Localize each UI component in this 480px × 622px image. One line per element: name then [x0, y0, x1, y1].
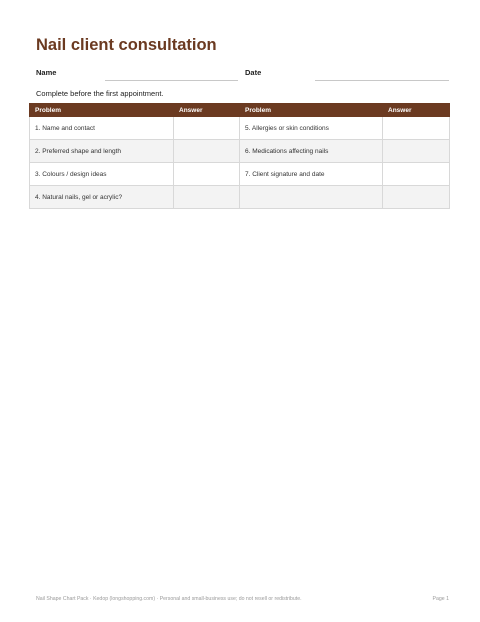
problem-cell — [240, 186, 383, 209]
name-label: Name — [36, 68, 57, 77]
header-answer-2: Answer — [383, 104, 450, 117]
problem-cell: 3. Colours / design ideas — [30, 163, 174, 186]
name-line[interactable] — [105, 80, 238, 81]
answer-cell[interactable] — [383, 186, 450, 209]
consultation-table — [29, 103, 450, 209]
answer-cell[interactable] — [383, 140, 450, 163]
table-row — [30, 186, 450, 209]
instructions-text: Complete before the first appointment. — [36, 89, 164, 98]
problem-cell: 1. Name and contact — [30, 117, 174, 140]
date-line[interactable] — [315, 80, 449, 81]
problem-cell: 6. Medications affecting nails — [240, 140, 383, 163]
problem-cell: 7. Client signature and date — [240, 163, 383, 186]
header-problem-2: Problem — [240, 104, 383, 117]
header-problem-1: Problem — [30, 104, 174, 117]
answer-cell[interactable] — [174, 140, 240, 163]
table-row — [30, 140, 450, 163]
header-answer-1: Answer — [174, 104, 240, 117]
table-row — [30, 163, 450, 186]
page-title: Nail client consultation — [36, 36, 217, 54]
answer-cell[interactable] — [174, 186, 240, 209]
problem-cell: 5. Allergies or skin conditions — [240, 117, 383, 140]
answer-cell[interactable] — [174, 117, 240, 140]
date-label: Date — [245, 68, 262, 77]
table-row — [30, 117, 450, 140]
problem-cell: 2. Preferred shape and length — [30, 140, 174, 163]
table-header-row — [30, 104, 450, 117]
answer-cell[interactable] — [174, 163, 240, 186]
answer-cell[interactable] — [383, 163, 450, 186]
answer-cell[interactable] — [383, 117, 450, 140]
footer-credit: Nail Shape Chart Pack · Kedop (longshopping.com) · Personal and small-business use; do not resell or redistribute. — [36, 596, 302, 602]
problem-cell: 4. Natural nails, gel or acrylic? — [30, 186, 174, 209]
page-number: Page 1 — [432, 596, 449, 602]
